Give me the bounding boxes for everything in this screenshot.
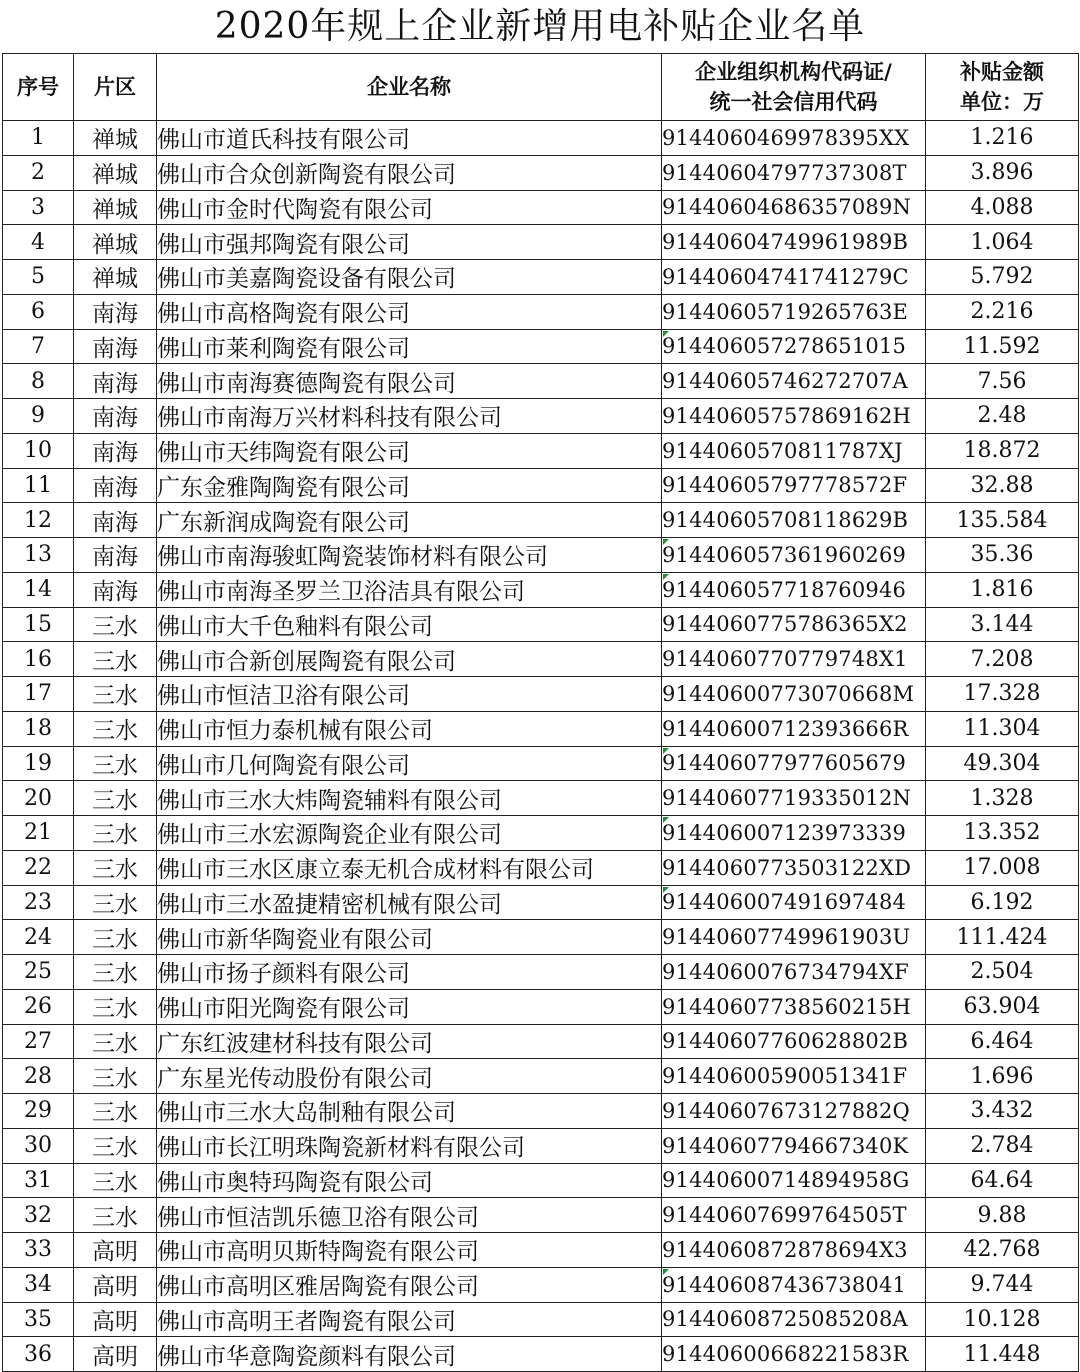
header-amount	[926, 54, 1079, 121]
cell-credit-code: 91440608725085208A	[662, 1302, 926, 1337]
cell-no: 32	[3, 1198, 74, 1233]
cell-area: 南海	[74, 399, 157, 434]
table-row	[3, 572, 1079, 607]
cell-amount: 9.744	[926, 1267, 1079, 1302]
cell-no: 30	[3, 1128, 74, 1163]
cell-amount: 17.328	[926, 677, 1079, 712]
cell-amount: 111.424	[926, 920, 1079, 955]
table-row	[3, 225, 1079, 260]
cell-amount: 7.56	[926, 364, 1079, 399]
cell-credit-code: 91440607794667340K	[662, 1128, 926, 1163]
cell-credit-code: 91440607738560215H	[662, 989, 926, 1024]
cell-area: 南海	[74, 364, 157, 399]
cell-amount: 11.448	[926, 1337, 1079, 1372]
cell-credit-code: 914406057278651015	[662, 329, 926, 364]
cell-no: 27	[3, 1024, 74, 1059]
cell-company-name: 佛山市新华陶瓷业有限公司	[157, 920, 662, 955]
cell-credit-code: 91440607760628802B	[662, 1024, 926, 1059]
cell-credit-code: 91440605719265763E	[662, 294, 926, 329]
table-row	[3, 781, 1079, 816]
cell-credit-code: 9144060872878694X3	[662, 1233, 926, 1268]
cell-credit-code: 91440605746272707A	[662, 364, 926, 399]
cell-no: 26	[3, 989, 74, 1024]
table-row	[3, 1128, 1079, 1163]
cell-credit-code: 91440605797778572F	[662, 468, 926, 503]
cell-company-name: 佛山市南海圣罗兰卫浴洁具有限公司	[157, 572, 662, 607]
cell-area: 三水	[74, 816, 157, 851]
cell-company-name: 佛山市华意陶瓷颜料有限公司	[157, 1337, 662, 1372]
cell-no: 8	[3, 364, 74, 399]
cell-no: 33	[3, 1233, 74, 1268]
cell-area: 南海	[74, 538, 157, 573]
cell-no: 5	[3, 260, 74, 295]
page-title: 2020年规上企业新增用电补贴企业名单	[214, 6, 866, 47]
table-row	[3, 920, 1079, 955]
header-amount-line2: 单位：万	[960, 90, 1044, 114]
cell-amount: 63.904	[926, 989, 1079, 1024]
cell-amount: 64.64	[926, 1163, 1079, 1198]
table-row	[3, 503, 1079, 538]
cell-area: 高明	[74, 1233, 157, 1268]
cell-company-name: 广东红波建材科技有限公司	[157, 1024, 662, 1059]
cell-amount: 3.144	[926, 607, 1079, 642]
cell-company-name: 佛山市长江明珠陶瓷新材料有限公司	[157, 1128, 662, 1163]
cell-no: 3	[3, 190, 74, 225]
cell-no: 4	[3, 225, 74, 260]
cell-area: 禅城	[74, 190, 157, 225]
cell-amount: 1.064	[926, 225, 1079, 260]
table-row	[3, 642, 1079, 677]
cell-credit-code: 9144060469978395XX	[662, 121, 926, 156]
table-row	[3, 711, 1079, 746]
table-row	[3, 1267, 1079, 1302]
cell-credit-code: 91440600590051341F	[662, 1059, 926, 1094]
cell-no: 24	[3, 920, 74, 955]
table-row	[3, 399, 1079, 434]
cell-area: 三水	[74, 746, 157, 781]
cell-credit-code: 914406087436738041	[662, 1267, 926, 1302]
cell-company-name: 佛山市三水区康立泰无机合成材料有限公司	[157, 850, 662, 885]
header-code	[662, 54, 926, 121]
cell-no: 22	[3, 850, 74, 885]
cell-area: 禅城	[74, 155, 157, 190]
cell-amount: 2.48	[926, 399, 1079, 434]
cell-no: 21	[3, 816, 74, 851]
cell-amount: 3.896	[926, 155, 1079, 190]
cell-amount: 35.36	[926, 538, 1079, 573]
cell-amount: 2.216	[926, 294, 1079, 329]
cell-amount: 42.768	[926, 1233, 1079, 1268]
cell-amount: 13.352	[926, 816, 1079, 851]
cell-company-name: 佛山市道氏科技有限公司	[157, 121, 662, 156]
cell-amount: 3.432	[926, 1094, 1079, 1129]
cell-amount: 11.592	[926, 329, 1079, 364]
cell-credit-code: 914406007123973339	[662, 816, 926, 851]
cell-company-name: 佛山市扬子颜料有限公司	[157, 955, 662, 990]
cell-amount: 11.304	[926, 711, 1079, 746]
table-row	[3, 850, 1079, 885]
cell-amount: 18.872	[926, 433, 1079, 468]
cell-no: 23	[3, 885, 74, 920]
cell-company-name: 佛山市大千色釉料有限公司	[157, 607, 662, 642]
cell-area: 三水	[74, 955, 157, 990]
cell-no: 20	[3, 781, 74, 816]
cell-credit-code: 9144060775786365X2	[662, 607, 926, 642]
cell-no: 17	[3, 677, 74, 712]
cell-credit-code: 91440600773070668M	[662, 677, 926, 712]
cell-credit-code: 9144060773503122XD	[662, 850, 926, 885]
cell-company-name: 广东新润成陶瓷有限公司	[157, 503, 662, 538]
cell-amount: 10.128	[926, 1302, 1079, 1337]
table-row	[3, 190, 1079, 225]
cell-area: 南海	[74, 468, 157, 503]
cell-no: 13	[3, 538, 74, 573]
table-row	[3, 1302, 1079, 1337]
cell-area: 三水	[74, 850, 157, 885]
cell-no: 15	[3, 607, 74, 642]
table-row	[3, 955, 1079, 990]
table-row	[3, 364, 1079, 399]
cell-company-name: 佛山市莱利陶瓷有限公司	[157, 329, 662, 364]
cell-credit-code: 9144060770779748X1	[662, 642, 926, 677]
cell-area: 三水	[74, 677, 157, 712]
cell-company-name: 佛山市合众创新陶瓷有限公司	[157, 155, 662, 190]
cell-company-name: 佛山市高明王者陶瓷有限公司	[157, 1302, 662, 1337]
cell-area: 三水	[74, 781, 157, 816]
cell-area: 三水	[74, 1128, 157, 1163]
cell-no: 6	[3, 294, 74, 329]
header-amount-line1: 补贴金额	[960, 60, 1044, 84]
cell-no: 9	[3, 399, 74, 434]
cell-no: 18	[3, 711, 74, 746]
cell-amount: 1.696	[926, 1059, 1079, 1094]
header-code-line1: 企业组织机构代码证/	[695, 60, 892, 84]
cell-company-name: 佛山市南海赛德陶瓷有限公司	[157, 364, 662, 399]
cell-credit-code: 914406007491697484	[662, 885, 926, 920]
cell-company-name: 佛山市恒力泰机械有限公司	[157, 711, 662, 746]
cell-no: 36	[3, 1337, 74, 1372]
cell-company-name: 佛山市南海骏虹陶瓷装饰材料有限公司	[157, 538, 662, 573]
cell-amount: 1.328	[926, 781, 1079, 816]
cell-amount: 17.008	[926, 850, 1079, 885]
cell-area: 三水	[74, 989, 157, 1024]
header-row	[3, 54, 1079, 121]
cell-area: 禅城	[74, 260, 157, 295]
cell-area: 禅城	[74, 121, 157, 156]
cell-no: 31	[3, 1163, 74, 1198]
cell-company-name: 佛山市奥特玛陶瓷有限公司	[157, 1163, 662, 1198]
cell-company-name: 佛山市金时代陶瓷有限公司	[157, 190, 662, 225]
cell-credit-code: 91440604797737308T	[662, 155, 926, 190]
subsidy-table	[2, 53, 1079, 1372]
cell-company-name: 佛山市三水盈捷精密机械有限公司	[157, 885, 662, 920]
cell-credit-code: 91440607673127882Q	[662, 1094, 926, 1129]
cell-no: 10	[3, 433, 74, 468]
cell-no: 28	[3, 1059, 74, 1094]
table-row	[3, 538, 1079, 573]
table-row	[3, 260, 1079, 295]
table-row	[3, 1094, 1079, 1129]
table-row	[3, 1024, 1079, 1059]
cell-area: 三水	[74, 1059, 157, 1094]
cell-credit-code: 91440600712393666R	[662, 711, 926, 746]
cell-area: 三水	[74, 920, 157, 955]
cell-company-name: 佛山市高明贝斯特陶瓷有限公司	[157, 1233, 662, 1268]
cell-area: 南海	[74, 503, 157, 538]
cell-amount: 2.784	[926, 1128, 1079, 1163]
cell-company-name: 佛山市美嘉陶瓷设备有限公司	[157, 260, 662, 295]
cell-no: 16	[3, 642, 74, 677]
cell-area: 高明	[74, 1302, 157, 1337]
cell-amount: 4.088	[926, 190, 1079, 225]
cell-no: 7	[3, 329, 74, 364]
cell-no: 29	[3, 1094, 74, 1129]
header-code-line2: 统一社会信用代码	[709, 90, 878, 114]
cell-no: 34	[3, 1267, 74, 1302]
cell-no: 35	[3, 1302, 74, 1337]
table-row	[3, 1163, 1079, 1198]
cell-area: 南海	[74, 294, 157, 329]
cell-area: 三水	[74, 1024, 157, 1059]
cell-area: 三水	[74, 1094, 157, 1129]
cell-credit-code: 914406057361960269	[662, 538, 926, 573]
cell-company-name: 佛山市强邦陶瓷有限公司	[157, 225, 662, 260]
cell-company-name: 佛山市阳光陶瓷有限公司	[157, 989, 662, 1024]
cell-amount: 1.816	[926, 572, 1079, 607]
cell-company-name: 佛山市恒洁凯乐德卫浴有限公司	[157, 1198, 662, 1233]
table-row	[3, 885, 1079, 920]
cell-amount: 6.192	[926, 885, 1079, 920]
cell-credit-code: 9144060570811787XJ	[662, 433, 926, 468]
table-row	[3, 677, 1079, 712]
table-row	[3, 121, 1079, 156]
table-row	[3, 433, 1079, 468]
cell-no: 25	[3, 955, 74, 990]
cell-credit-code: 91440607699764505T	[662, 1198, 926, 1233]
cell-no: 12	[3, 503, 74, 538]
cell-company-name: 佛山市高明区雅居陶瓷有限公司	[157, 1267, 662, 1302]
cell-amount: 2.504	[926, 955, 1079, 990]
cell-area: 南海	[74, 329, 157, 364]
cell-no: 1	[3, 121, 74, 156]
table-row	[3, 989, 1079, 1024]
table-row	[3, 1337, 1079, 1372]
cell-credit-code: 91440605757869162H	[662, 399, 926, 434]
table-row	[3, 1198, 1079, 1233]
cell-company-name: 佛山市高格陶瓷有限公司	[157, 294, 662, 329]
cell-area: 三水	[74, 885, 157, 920]
cell-credit-code: 91440604741741279C	[662, 260, 926, 295]
cell-area: 三水	[74, 642, 157, 677]
cell-no: 11	[3, 468, 74, 503]
cell-company-name: 佛山市南海万兴材料科技有限公司	[157, 399, 662, 434]
cell-area: 高明	[74, 1337, 157, 1372]
cell-area: 南海	[74, 433, 157, 468]
header-name: 企业名称	[157, 54, 662, 121]
cell-amount: 9.88	[926, 1198, 1079, 1233]
cell-company-name: 佛山市三水大岛制釉有限公司	[157, 1094, 662, 1129]
cell-area: 三水	[74, 1198, 157, 1233]
cell-area: 禅城	[74, 225, 157, 260]
cell-no: 2	[3, 155, 74, 190]
cell-company-name: 佛山市三水大炜陶瓷辅料有限公司	[157, 781, 662, 816]
cell-amount: 5.792	[926, 260, 1079, 295]
cell-credit-code: 914406057718760946	[662, 572, 926, 607]
cell-area: 三水	[74, 607, 157, 642]
table-body	[3, 121, 1079, 1372]
cell-area: 三水	[74, 711, 157, 746]
cell-no: 14	[3, 572, 74, 607]
cell-area: 三水	[74, 1163, 157, 1198]
cell-amount: 32.88	[926, 468, 1079, 503]
cell-credit-code: 91440604749961989B	[662, 225, 926, 260]
header-no: 序号	[3, 54, 74, 121]
cell-company-name: 佛山市几何陶瓷有限公司	[157, 746, 662, 781]
cell-company-name: 佛山市合新创展陶瓷有限公司	[157, 642, 662, 677]
cell-credit-code: 91440607719335012N	[662, 781, 926, 816]
cell-company-name: 广东星光传动股份有限公司	[157, 1059, 662, 1094]
table-row	[3, 1059, 1079, 1094]
cell-amount: 49.304	[926, 746, 1079, 781]
cell-credit-code: 91440604686357089N	[662, 190, 926, 225]
cell-amount: 1.216	[926, 121, 1079, 156]
cell-company-name: 广东金雅陶陶瓷有限公司	[157, 468, 662, 503]
table-row	[3, 1233, 1079, 1268]
cell-credit-code: 91440600714894958G	[662, 1163, 926, 1198]
cell-area: 南海	[74, 572, 157, 607]
cell-no: 19	[3, 746, 74, 781]
cell-amount: 7.208	[926, 642, 1079, 677]
cell-credit-code: 9144060076734794XF	[662, 955, 926, 990]
table-row	[3, 294, 1079, 329]
table-row	[3, 468, 1079, 503]
cell-company-name: 佛山市天纬陶瓷有限公司	[157, 433, 662, 468]
cell-credit-code: 91440600668221583R	[662, 1337, 926, 1372]
table-row	[3, 155, 1079, 190]
cell-company-name: 佛山市恒洁卫浴有限公司	[157, 677, 662, 712]
cell-credit-code: 91440607749961903U	[662, 920, 926, 955]
table-row	[3, 329, 1079, 364]
table-row	[3, 816, 1079, 851]
cell-area: 高明	[74, 1267, 157, 1302]
table-row	[3, 607, 1079, 642]
cell-amount: 6.464	[926, 1024, 1079, 1059]
cell-company-name: 佛山市三水宏源陶瓷企业有限公司	[157, 816, 662, 851]
cell-amount: 135.584	[926, 503, 1079, 538]
header-area: 片区	[74, 54, 157, 121]
cell-credit-code: 91440605708118629B	[662, 503, 926, 538]
cell-credit-code: 914406077977605679	[662, 746, 926, 781]
table-row	[3, 746, 1079, 781]
